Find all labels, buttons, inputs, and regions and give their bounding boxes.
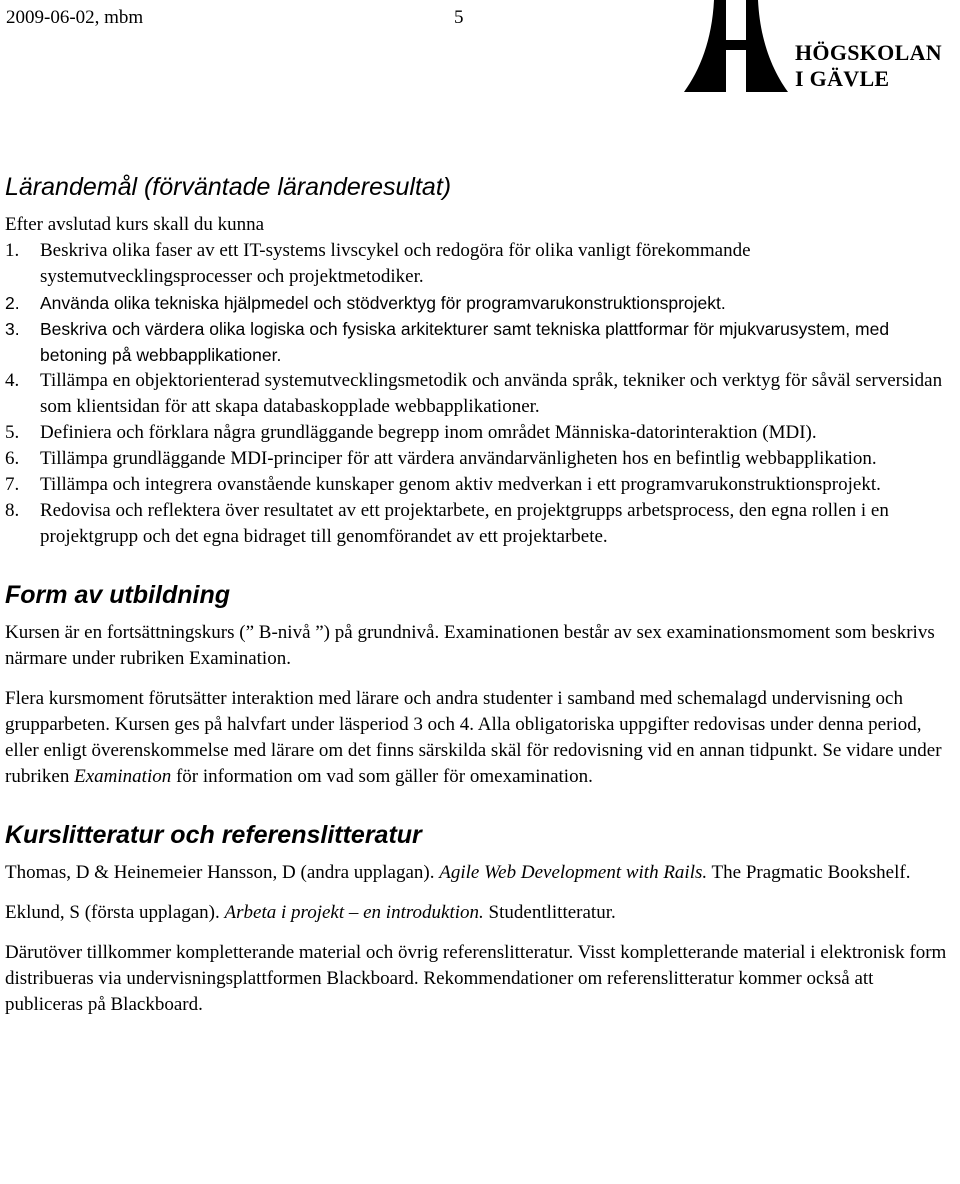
document-body: [5, 172, 955, 1018]
learning-outcomes-list: [5, 238, 955, 550]
form-heading: Form av utbildning: [5, 581, 230, 609]
logo-text-line2: I GÄVLE: [795, 66, 890, 91]
literature-reference-2: Eklund, S (första upplagan). Arbeta i projekt – en introduktion. Studentlitteratur.: [5, 902, 616, 923]
outcome-item: 8. Redovisa och reflektera över resultatet av ett projektarbete, en projektgrupps arbetsprocess, den egna rollen i en projektgrupp och det egna bidraget till genomförandet av ett projektarbete.: [5, 500, 889, 547]
learning-outcomes-heading: Lärandemål (förväntade läranderesultat): [5, 173, 452, 201]
learning-outcomes-intro: Efter avslutad kurs skall du kunna: [5, 214, 265, 235]
outcome-item: 6. Tillämpa grundläggande MDI-principer för att värdera användarvänligheten hos en befintlig webbapplikation.: [5, 448, 877, 469]
outcome-item: 4. Tillämpa en objektorienterad systemutvecklingsmetodik och använda språk, tekniker och verktyg för såväl serversidan som klientsidan för att skapa databaskopplade webbapplikationer.: [5, 370, 943, 417]
form-paragraph-1: Kursen är en fortsättningskurs (” B-nivå ”) på grundnivå. Examinationen består av sex examinationsmoment som beskrivs närmare under rubriken Examination.: [5, 622, 935, 669]
literature-reference-1: Thomas, D & Heinemeier Hansson, D (andra upplagan). Agile Web Development with Rails. The Pragmatic Bookshelf.: [5, 862, 911, 883]
learning-outcomes-section: [5, 172, 955, 550]
outcome-item: 1. Beskriva olika faser av ett IT-systems livscykel och redogöra för olika vanligt förekommande systemutvecklingsprocesser och projektmetodiker.: [5, 240, 751, 287]
literature-closing-paragraph: Därutöver tillkommer kompletterande material och övrig referenslitteratur. Visst kompletterande material i elektronisk form distribueras via undervisningsplattformen Blackboard. Rekommendationer om referenslitteratur kommer också att publiceras på Blackboard.: [5, 942, 947, 1015]
header-date-author: 2009-06-02, mbm: [6, 7, 144, 28]
form-paragraph-2: Flera kursmoment förutsätter interaktion med lärare och andra studenter i samband med schemalagd undervisning och grupparbeten. Kursen ges på halvfart under läsperiod 3 och 4. Alla obligatoriska uppgifter redovisas under denna period, eller enligt överenskommelse med lärare om det finns särskilda skäl för redovisning vid en annan tidpunkt. Se vidare under rubriken Examination för information om vad som gäller för omexamination.: [5, 688, 942, 787]
outcome-item: 3. Beskriva och värdera olika logiska och fysiska arkitekturer samt tekniska plattformar för mjukvarusystem, med betoning på webbapplikationer.: [5, 319, 890, 365]
literature-heading: Kurslitteratur och referenslitteratur: [5, 821, 422, 849]
logo-emblem-icon: [680, 0, 790, 100]
logo-text-line1: HÖGSKOLAN: [795, 40, 942, 65]
page-header: [0, 0, 960, 110]
literature-section: [5, 820, 955, 1018]
page-number: 5: [454, 7, 464, 28]
outcome-item: 7. Tillämpa och integrera ovanstående kunskaper genom aktiv medverkan i ett programvarukonstruktionsprojekt.: [5, 474, 881, 495]
outcome-item: 2. Använda olika tekniska hjälpmedel och stödverktyg för programvarukonstruktionsprojekt.: [5, 293, 726, 313]
university-logo: [680, 0, 960, 100]
outcome-item: 5. Definiera och förklara några grundläggande begrepp inom området Människa-datorinteraktion (MDI).: [5, 422, 817, 443]
form-section: [5, 580, 955, 790]
